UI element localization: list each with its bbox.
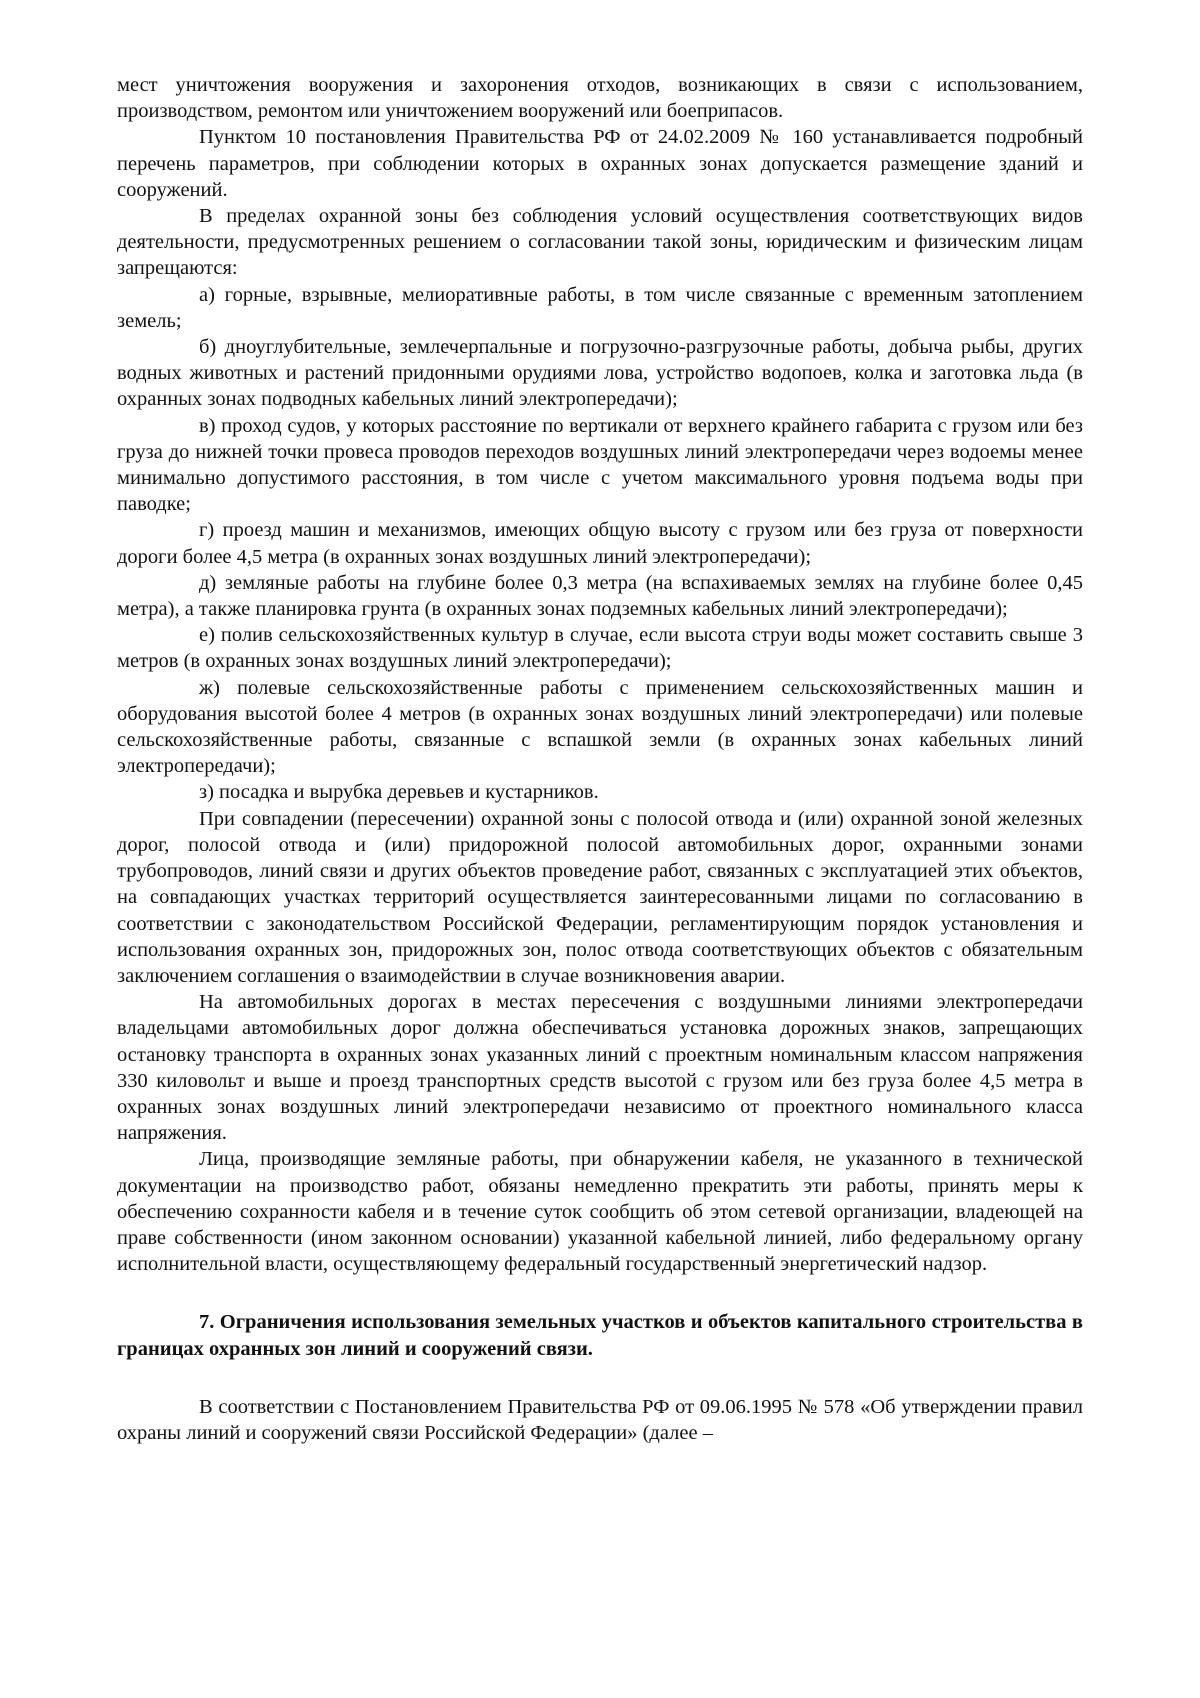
paragraph-road-signs: На автомобильных дорогах в местах пересечения с воздушными линиями электропередачи владельцами автомобильных дорог должна обеспечиваться установка дорожных знаков, запрещающих остановку транспорта в охранных зонах указанных линий с проектным номинальным классом напряжения 330 киловольт и выше и проезд транспортных средств высотой с грузом или без груза более 4,5 метра в охранных зонах воздушных линий электропередачи независимо от проектного номинального класса напряжения. bbox=[117, 991, 1083, 1145]
paragraph-resolution-160: Пунктом 10 постановления Правительства РФ от 24.02.2009 № 160 устанавливается подробный перечень параметров, при соблюдении которых в охранных зонах допускается размещение зданий и сооружений. bbox=[117, 126, 1083, 201]
paragraph-prohibitions-intro: В пределах охранной зоны без соблюдения условий осуществления соответствующих видов деятельности, предусмотренных решением о согласовании такой зоны, юридическим и физическим лицам запрещаются: bbox=[117, 205, 1083, 280]
paragraph-cable-discovery: Лица, производящие земляные работы, при обнаружении кабеля, не указанного в технической документации на производство работ, обязаны немедленно прекратить эти работы, принять меры к обеспечению сохранности кабеля и в течение суток сообщить об этом сетевой организации, владеющей на праве собственности (ином законном основании) указанной кабельной линией, либо федеральному органу исполнительной власти, осуществляющему федеральный государственный энергетический надзор. bbox=[117, 1148, 1083, 1276]
paragraph-zone-intersection: При совпадении (пересечении) охранной зоны с полосой отвода и (или) охранной зоной железных дорог, полосой отвода и (или) придорожной полосой автомобильных дорог, охранными зонами трубопроводов, линий связи и других объектов проведение работ, связанных с эксплуатацией этих объектов, на совпадающих участках территорий осуществляется заинтересованными лицами по согласованию в соответствии с законодательством Российской Федерации, регламентирующим порядок установления и использования охранных зон, придорожных зон, полос отвода соответствующих объектов с обязательным заключением соглашения о взаимодействии в случае возникновения аварии. bbox=[117, 807, 1083, 987]
list-item-g: г) проезд машин и механизмов, имеющих общую высоту с грузом или без груза от поверхности дороги более 4,5 метра (в охранных зонах воздушных линий электропередачи); bbox=[117, 519, 1083, 568]
list-item-b: б) дноуглубительные, землечерпальные и погрузочно-разгрузочные работы, добыча рыбы, других водных животных и растений придонными орудиями лова, устройство водопоев, колка и заготовка льда (в охранных зонах подводных кабельных линий электропередачи); bbox=[117, 336, 1083, 411]
list-item-v: в) проход судов, у которых расстояние по вертикали от верхнего крайнего габарита с грузом или без груза до нижней точки провеса проводов переходов воздушных линий электропередачи через водоемы менее минимально допустимого расстояния, в том числе с учетом максимального уровня подъема воды при паводке; bbox=[117, 414, 1083, 516]
list-item-zh: ж) полевые сельскохозяйственные работы с применением сельскохозяйственных машин и оборудования высотой более 4 метров (в охранных зонах воздушных линий электропередачи) или полевые сельскохозяйственные работы, связанные с вспашкой земли (в охранных зонах кабельных линий электропередачи); bbox=[117, 676, 1083, 778]
list-item-e: е) полив сельскохозяйственных культур в случае, если высота струи воды может составить свыше 3 метров (в охранных зонах воздушных линий электропередачи); bbox=[117, 624, 1083, 673]
document-page bbox=[117, 72, 1083, 1446]
list-item-d: д) земляные работы на глубине более 0,3 метра (на вспахиваемых землях на глубине более 0,45 метра), а также планировка грунта (в охранных зонах подземных кабельных линий электропередачи); bbox=[117, 571, 1083, 621]
paragraph-weapons-disposal: мест уничтожения вооружения и захоронения отходов, возникающих в связи с использованием, производством, ремонтом или уничтожением вооружений или боеприпасов. bbox=[117, 74, 1083, 123]
paragraph-resolution-578: В соответствии с Постановлением Правительства РФ от 09.06.1995 № 578 «Об утверждении правил охраны линий и сооружений связи Российской Федерации» (далее – bbox=[117, 1395, 1083, 1444]
list-item-z: з) посадка и вырубка деревьев и кустарников. bbox=[199, 781, 599, 804]
list-item-a: а) горные, взрывные, мелиоративные работы, в том числе связанные с временным затоплением земель; bbox=[117, 283, 1083, 332]
section-heading-7: 7. Ограничения использования земельных участков и объектов капитального строительства в границах охранных зон линий и сооружений связи. bbox=[117, 1311, 1083, 1360]
